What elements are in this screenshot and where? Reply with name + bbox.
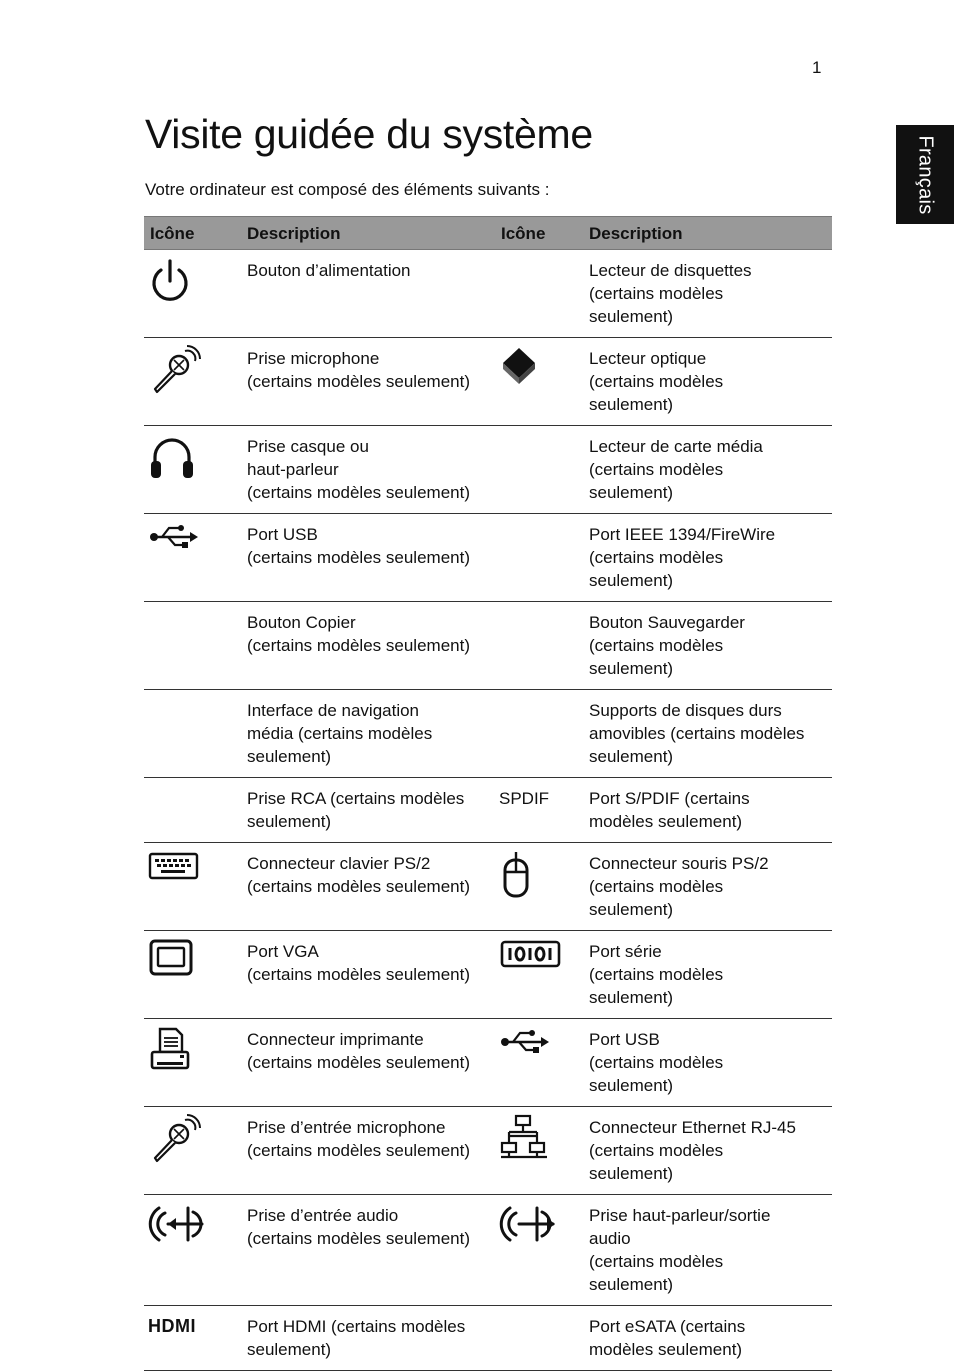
left-icon-cell <box>144 690 241 778</box>
right-description: Port IEEE 1394/FireWire (certains modèles seulement) <box>583 514 832 602</box>
microphone-icon <box>148 345 202 395</box>
spdif-label-icon: SPDIF <box>499 789 550 808</box>
right-description: Lecteur de disquettes (certains modèles seulement) <box>583 250 832 338</box>
language-tab-label: Français <box>914 134 937 215</box>
hdmi-label-icon: HDMI <box>148 1316 196 1336</box>
table-row <box>144 1107 832 1195</box>
left-icon-cell <box>144 1195 241 1306</box>
table-row <box>144 426 832 514</box>
table-row <box>144 602 832 690</box>
right-icon-cell <box>495 778 583 843</box>
printer-icon <box>148 1026 192 1074</box>
right-icon-cell <box>495 602 583 690</box>
table-row <box>144 1195 832 1306</box>
table-row <box>144 514 832 602</box>
left-description: Port HDMI (certains modèles seulement) <box>241 1306 495 1371</box>
left-icon-cell <box>144 1019 241 1107</box>
left-description: Bouton Copier (certains modèles seulement) <box>241 602 495 690</box>
left-icon-cell <box>144 426 241 514</box>
ethernet-icon <box>499 1114 549 1160</box>
left-description: Prise casque ou haut-parleur (certains modèles seulement) <box>241 426 495 514</box>
table-row <box>144 778 832 843</box>
right-description: Port série (certains modèles seulement) <box>583 931 832 1019</box>
right-icon-cell <box>495 338 583 426</box>
left-description: Port VGA (certains modèles seulement) <box>241 931 495 1019</box>
table-row <box>144 1306 832 1371</box>
left-description: Port USB (certains modèles seulement) <box>241 514 495 602</box>
left-icon-cell <box>144 1107 241 1195</box>
left-icon-cell <box>144 602 241 690</box>
language-tab <box>896 125 954 224</box>
right-description: Lecteur optique (certains modèles seulement) <box>583 338 832 426</box>
optical-drive-icon <box>499 345 539 387</box>
right-description: Supports de disques durs amovibles (certains modèles seulement) <box>583 690 832 778</box>
right-description: Port eSATA (certains modèles seulement) <box>583 1306 832 1371</box>
serial-port-icon <box>499 938 563 970</box>
header-description-left: Description <box>241 217 495 250</box>
right-icon-cell <box>495 1019 583 1107</box>
left-icon-cell <box>144 1306 241 1371</box>
usb-icon <box>148 521 200 551</box>
header-icon-left: Icône <box>144 217 241 250</box>
usb-icon <box>499 1026 551 1056</box>
table-row <box>144 338 832 426</box>
left-icon-cell <box>144 514 241 602</box>
right-icon-cell <box>495 426 583 514</box>
components-table <box>144 216 832 1371</box>
right-icon-cell <box>495 514 583 602</box>
left-description: Prise d’entrée audio (certains modèles seulement) <box>241 1195 495 1306</box>
right-icon-cell <box>495 843 583 931</box>
right-description: Port USB (certains modèles seulement) <box>583 1019 832 1107</box>
header-description-right: Description <box>583 217 832 250</box>
audio-out-icon <box>499 1202 557 1246</box>
left-description: Connecteur imprimante (certains modèles seulement) <box>241 1019 495 1107</box>
left-icon-cell <box>144 931 241 1019</box>
header-icon-right: Icône <box>495 217 583 250</box>
left-description: Connecteur clavier PS/2 (certains modèles seulement) <box>241 843 495 931</box>
table-row <box>144 931 832 1019</box>
left-icon-cell <box>144 338 241 426</box>
right-icon-cell <box>495 250 583 338</box>
left-description: Prise d’entrée microphone (certains modèles seulement) <box>241 1107 495 1195</box>
right-description: Connecteur Ethernet RJ-45 (certains modèles seulement) <box>583 1107 832 1195</box>
table-row <box>144 690 832 778</box>
right-icon-cell <box>495 1107 583 1195</box>
left-icon-cell <box>144 250 241 338</box>
left-description: Interface de navigation média (certains modèles seulement) <box>241 690 495 778</box>
right-icon-cell <box>495 1195 583 1306</box>
left-icon-cell <box>144 778 241 843</box>
intro-text: Votre ordinateur est composé des éléments suivants : <box>145 180 550 199</box>
right-icon-cell <box>495 1306 583 1371</box>
right-description: Port S/PDIF (certains modèles seulement) <box>583 778 832 843</box>
page-number: 1 <box>812 58 822 77</box>
left-description: Prise RCA (certains modèles seulement) <box>241 778 495 843</box>
right-description: Lecteur de carte média (certains modèles seulement) <box>583 426 832 514</box>
right-icon-cell <box>495 931 583 1019</box>
table-row <box>144 250 832 338</box>
left-icon-cell <box>144 843 241 931</box>
table-row <box>144 843 832 931</box>
headphones-icon <box>148 433 196 483</box>
right-description: Bouton Sauvegarder (certains modèles seulement) <box>583 602 832 690</box>
vga-icon <box>148 938 196 978</box>
table-row <box>144 1019 832 1107</box>
page-title: Visite guidée du système <box>145 111 593 157</box>
keyboard-icon <box>148 850 200 882</box>
power-icon <box>148 257 192 307</box>
microphone-icon <box>148 1114 202 1164</box>
right-icon-cell <box>495 690 583 778</box>
left-description: Prise microphone (certains modèles seulement) <box>241 338 495 426</box>
left-description: Bouton d’alimentation <box>241 250 495 338</box>
table-header-row <box>144 217 832 250</box>
right-description: Prise haut-parleur/sortie audio (certains modèles seulement) <box>583 1195 832 1306</box>
right-description: Connecteur souris PS/2 (certains modèles seulement) <box>583 843 832 931</box>
mouse-icon <box>499 850 533 902</box>
audio-in-icon <box>148 1202 206 1246</box>
